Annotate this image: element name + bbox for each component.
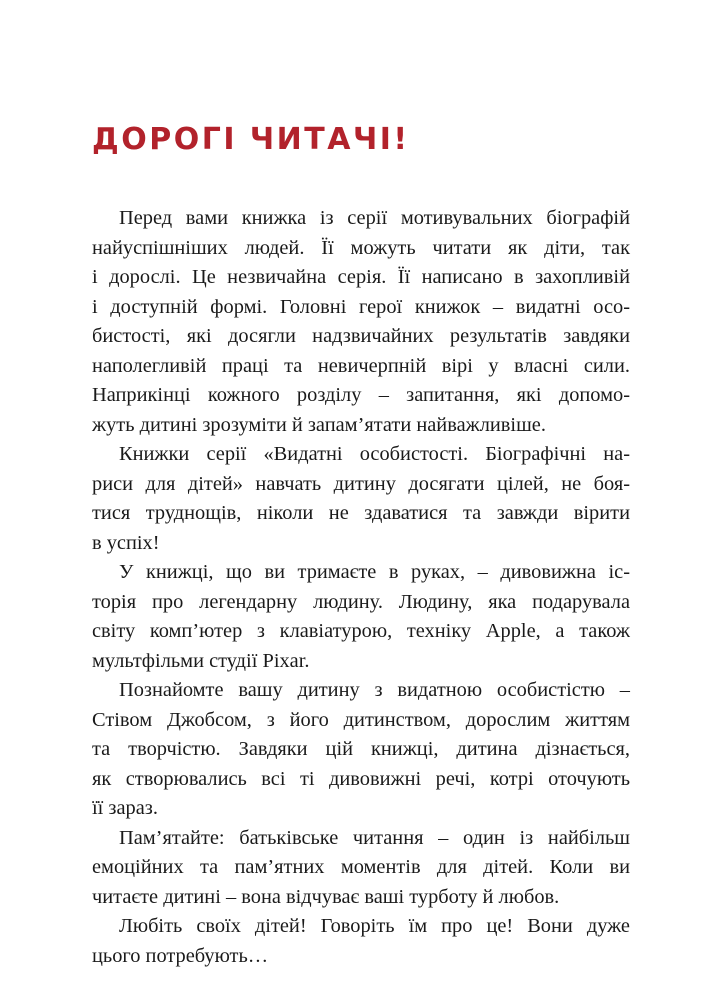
text-line: У книжці, що ви тримаєте в руках, – дивовижна іс- xyxy=(119,561,630,583)
text-line: Пам’ятайте: батьківське читання – один із найбільш xyxy=(119,826,630,849)
text-line: читаєте дитині – вона відчуває ваші турботу й любов. xyxy=(92,885,560,908)
text-line: Перед вами книжка із серії мотивувальних біографій xyxy=(119,207,630,229)
text-line: і доступній формі. Головні герої книжок – видатні осо- xyxy=(92,295,630,318)
page-heading: ДОРОГІ ЧИТАЧІ! xyxy=(92,122,410,157)
text-line: емоційних та пам’ятних моментів для дітей. Коли ви xyxy=(92,856,630,878)
text-line: Книжки серії «Видатні особистості. Біографічні на- xyxy=(119,443,630,465)
text-line: світу комп’ютер з клавіатурою, техніку Apple, а також xyxy=(92,620,630,642)
text-line: цього потребують… xyxy=(92,944,269,967)
text-line: торія про легендарну людину. Людину, яка подарувала xyxy=(92,590,630,613)
text-line: риси для дітей» навчать дитину досягати цілей, не боя- xyxy=(92,472,630,495)
text-line: та творчістю. Завдяки цій книжці, дитина дізнається, xyxy=(92,738,630,760)
text-line: жуть дитині зрозуміти й запам’ятати найважливіше. xyxy=(92,413,546,436)
text-line: Любіть своїх дітей! Говоріть їм про це! Вони дуже xyxy=(119,915,630,937)
text-line: наполегливій праці та невичерпній вірі у власні сили. xyxy=(92,354,630,377)
text-line: найуспішніших людей. Її можуть читати як діти, так xyxy=(92,236,630,259)
text-line: як створювались всі ті дивовижні речі, котрі оточують xyxy=(92,767,630,790)
text-line: Познайомте вашу дитину з видатною особистістю – xyxy=(119,679,630,701)
text-line: Стівом Джобсом, з його дитинством, дорослим життям xyxy=(92,708,630,731)
text-line: в успіх! xyxy=(92,531,160,554)
text-line: Наприкінці кожного розділу – запитання, які допомо- xyxy=(92,384,630,406)
text-line: тися труднощів, ніколи не здаватися та завжди вірити xyxy=(92,502,630,524)
text-line: і дорослі. Це незвичайна серія. Її написано в захопливій xyxy=(92,266,630,288)
body-text xyxy=(92,204,630,971)
text-line: її зараз. xyxy=(92,797,158,819)
text-line: бистості, які досягли надзвичайних результатів завдяки xyxy=(92,325,630,347)
text-line: мультфільми студії Pixar. xyxy=(92,649,310,672)
